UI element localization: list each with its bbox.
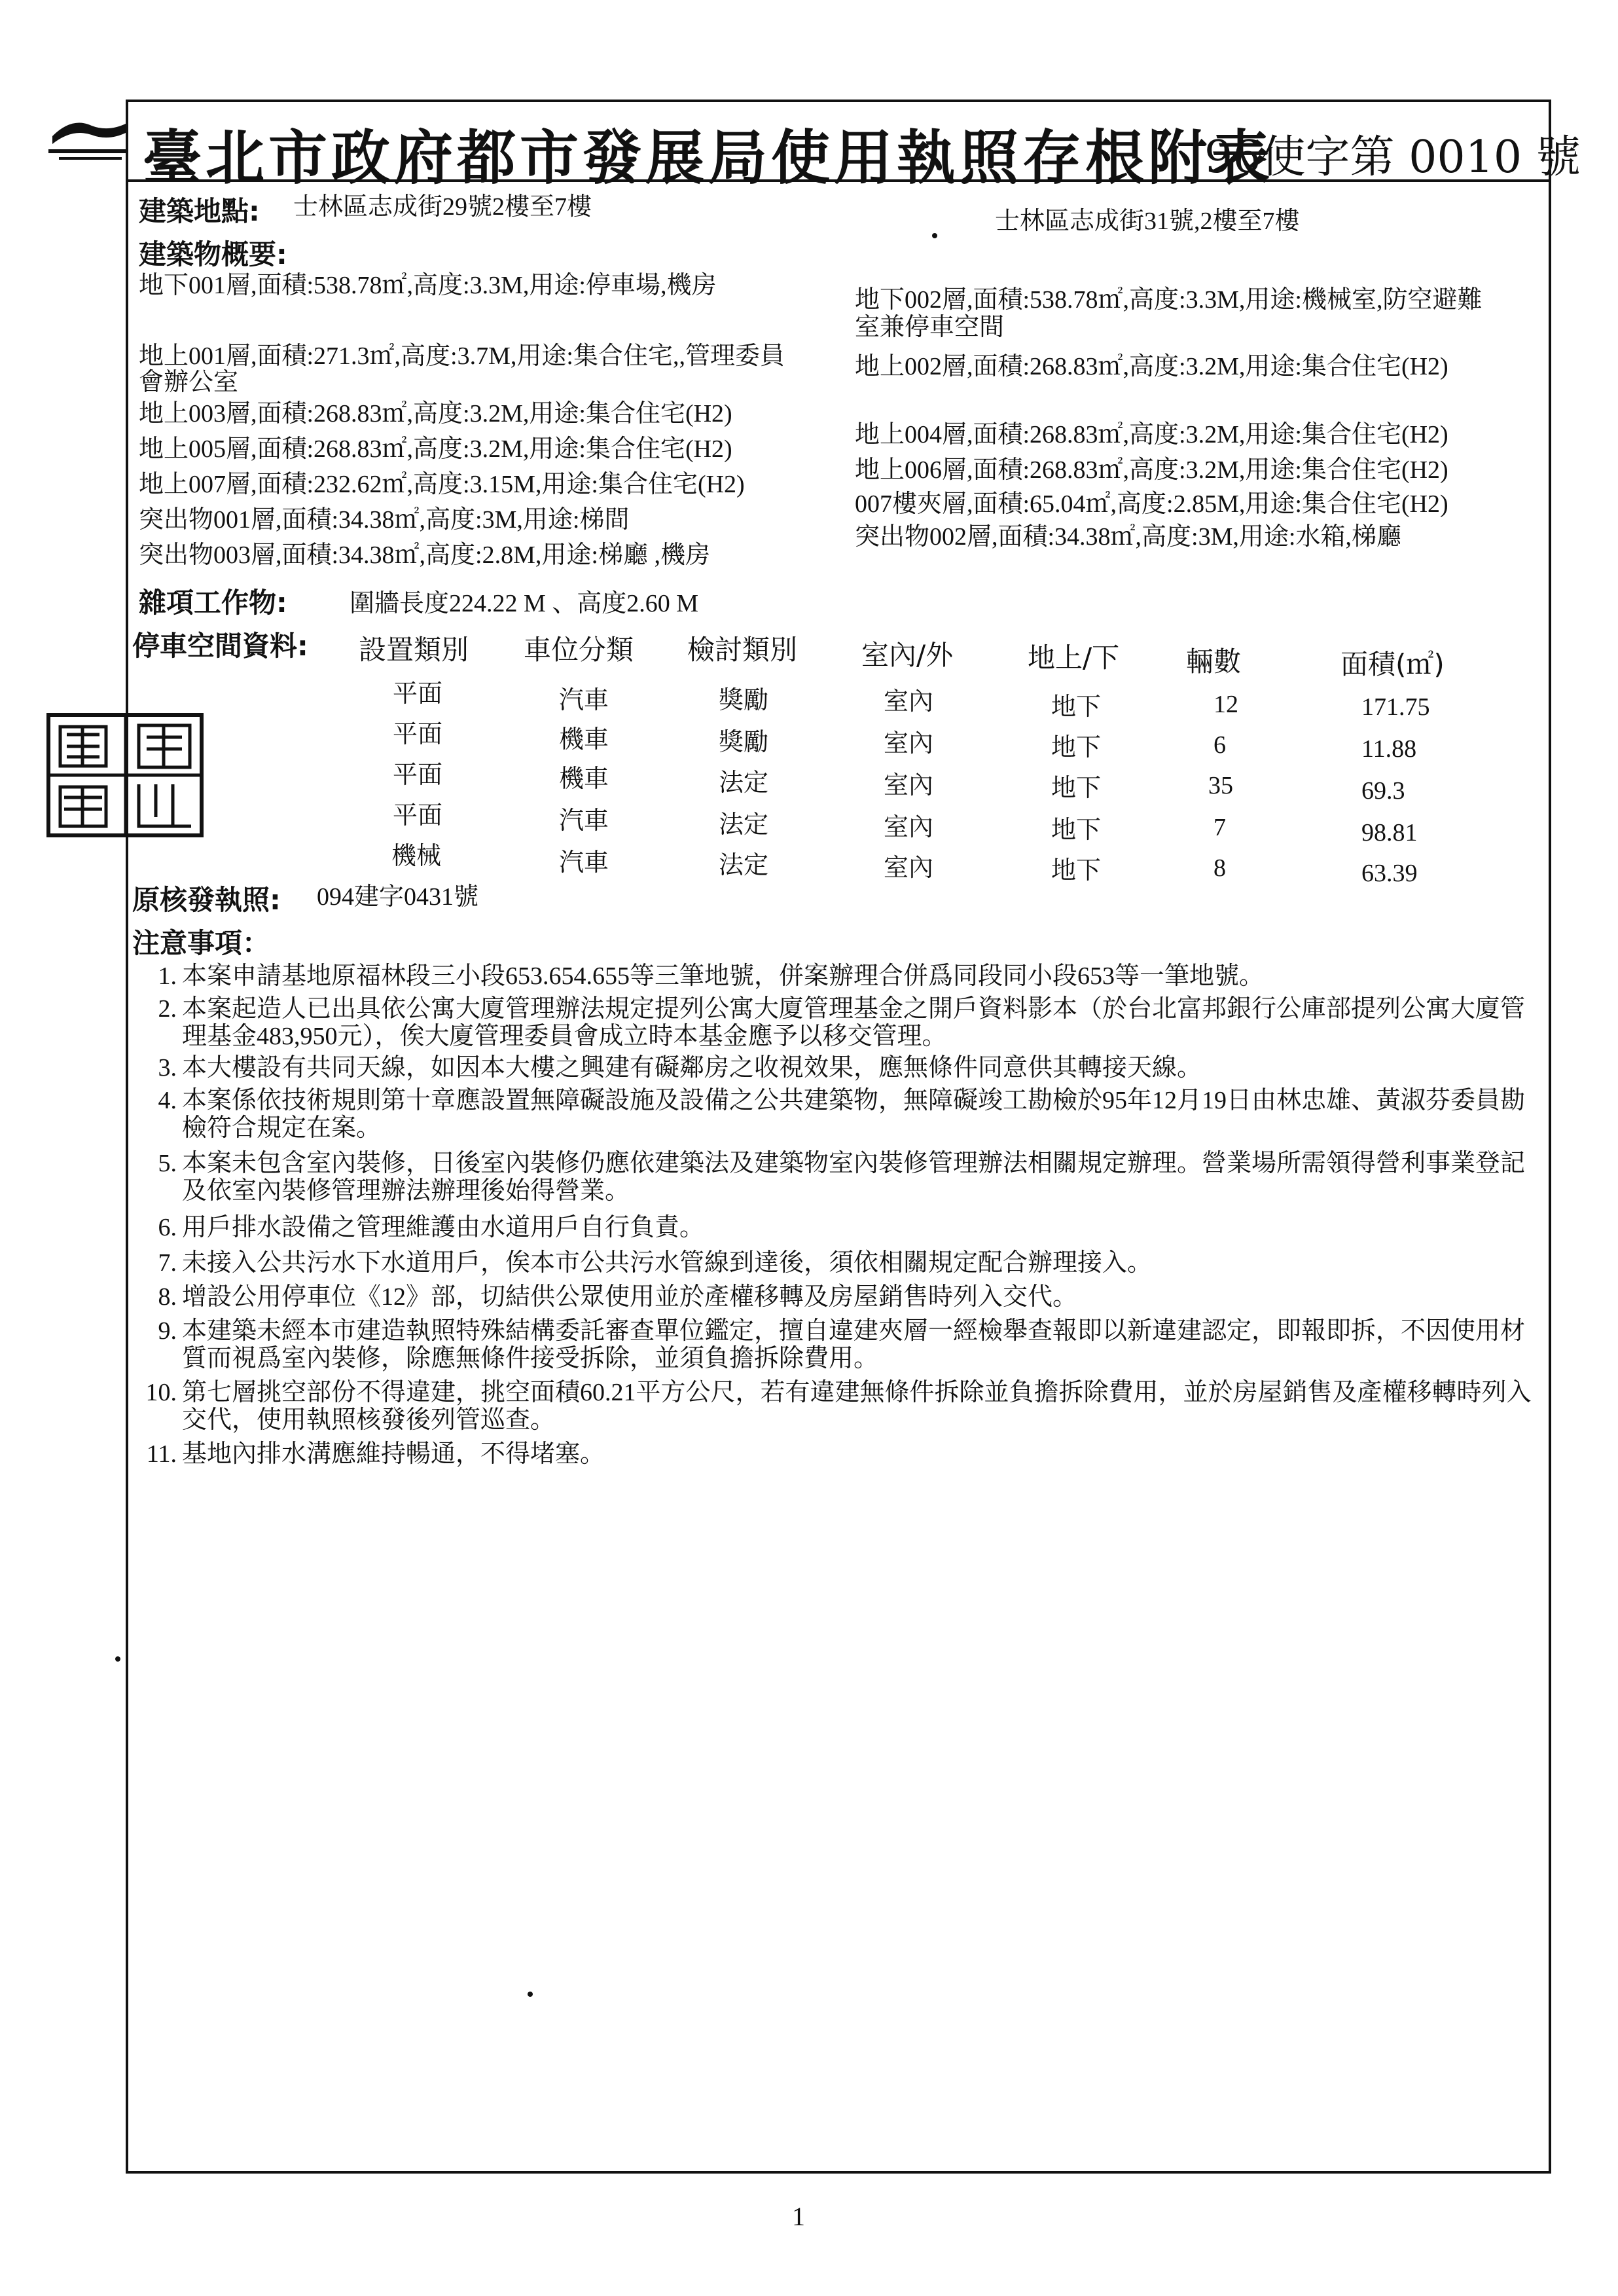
site-address-2: 士林區志成街31號,2樓至7樓 — [995, 208, 1300, 235]
parking-cell: 平面 — [393, 721, 443, 748]
note-item: 4. 本案係依技術規則第十章應設置無障礙設施及設備之公共建築物，無障礙竣工勘檢於95年12月19日由林忠雄、黃淑芬委員勘檢符合規定在案。 — [158, 1087, 1526, 1142]
overview-left-line: 地上007層,面積:232.62㎡,高度:3.15M,用途:集合住宅(H2) — [139, 471, 745, 498]
note-item: 1. 本案申請基地原福林段三小段653.654.655等三筆地號，併案辦理合併爲同段同小段653等一筆地號。 — [158, 962, 1265, 990]
original-license-label: 原核發執照: — [132, 884, 281, 916]
parking-cell: 地下 — [1051, 693, 1102, 721]
overview-left-line: 地上003層,面積:268.83㎡,高度:3.2M,用途:集合住宅(H2) — [139, 400, 732, 428]
note-item: 7. 未接入公共污水下水道用戶，俟本市公共污水管線到達後，須依相關規定配合辦理接入。 — [158, 1249, 1153, 1277]
parking-cell: 12 — [1214, 691, 1238, 718]
parking-cell: 獎勵 — [719, 729, 769, 756]
parking-cell: 平面 — [393, 802, 443, 829]
note-item: 5. 本案未包含室內裝修，日後室內裝修仍應依建築法及建築物室內裝修管理辦法相關規定辦理。營業場所需領得營利事業登記及依室內裝修管理辦法辦理後始得營業。 — [158, 1150, 1526, 1205]
overview-left-line: 突出物003層,面積:34.38㎡,高度:2.8M,用途:梯廳 ,機房 — [139, 541, 710, 569]
overview-right-line: 室兼停車空間 — [855, 314, 1005, 341]
seal-stamp-icon — [45, 711, 206, 839]
note-item: 8. 增設公用停車位《12》部，切結供公眾使用並於產權移轉及房屋銷售時列入交代。 — [158, 1283, 1078, 1311]
parking-cell: 69.3 — [1361, 777, 1405, 805]
note-item: 3. 本大樓設有共同天線，如因本大樓之興建有礙鄰房之收視效果，應無條件同意供其轉接天線。 — [158, 1054, 1202, 1082]
page-number: 1 — [792, 2202, 805, 2231]
parking-header: 面積(㎡) — [1340, 648, 1445, 680]
note-item: 6. 用戶排水設備之管理維護由水道用戶自行負責。 — [158, 1214, 705, 1241]
parking-header: 車位分類 — [524, 634, 634, 666]
parking-header: 檢討類別 — [687, 634, 798, 666]
scan-speck — [528, 1992, 533, 1997]
parking-cell: 地下 — [1051, 734, 1102, 761]
parking-cell: 地下 — [1051, 774, 1102, 802]
parking-cell: 室內 — [884, 814, 934, 841]
parking-cell: 汽車 — [559, 849, 609, 877]
original-license-value: 094建字0431號 — [317, 883, 479, 911]
overview-right-line: 地下002層,面積:538.78㎡,高度:3.3M,用途:機械室,防空避難 — [855, 286, 1483, 314]
note-item: 11. 基地內排水溝應維持暢通，不得堵塞。 — [146, 1440, 605, 1468]
note-item: 10. 第七層挑空部份不得違建，挑空面積60.21平方公尺，若有違建無條件拆除並負擔拆除費用，並於房屋銷售及產權移轉時列入交代，使用執照核發後列管巡查。 — [145, 1379, 1532, 1434]
overview-right-line: 突出物002層,面積:34.38㎡,高度:3M,用途:水箱,梯廳 — [855, 523, 1401, 551]
parking-header: 地上/下 — [1028, 642, 1120, 674]
parking-cell: 機車 — [559, 726, 609, 754]
parking-cell: 汽車 — [559, 807, 609, 835]
parking-cell: 171.75 — [1361, 693, 1430, 721]
page-title: 臺北市政府都市發展局使用執照存根附表 — [143, 124, 1274, 192]
title-divider — [126, 179, 1551, 182]
overview-left-line: 地上001層,面積:271.3㎡,高度:3.7M,用途:集合住宅,,管理委員 — [139, 342, 785, 370]
scan-speck — [115, 1656, 120, 1662]
parking-cell: 法定 — [719, 811, 769, 839]
overview-right-line: 地上004層,面積:268.83㎡,高度:3.2M,用途:集合住宅(H2) — [855, 421, 1448, 448]
overview-right-line: 007樓夾層,面積:65.04㎡,高度:2.85M,用途:集合住宅(H2) — [855, 490, 1448, 518]
parking-cell: 35 — [1208, 772, 1233, 799]
parking-cell: 7 — [1214, 814, 1226, 841]
note-item: 9. 本建築未經本市建造執照特殊結構委託審查單位鑑定，擅自違建夾層一經檢舉查報即以新違建認定，即報即拆，不因使用材質而視爲室內裝修，除應無條件接受拆除，並須負擔拆除費用。 — [158, 1317, 1526, 1372]
site-label: 建築地點: — [139, 195, 260, 227]
parking-cell: 室內 — [884, 854, 934, 882]
parking-cell: 63.39 — [1361, 860, 1418, 887]
parking-cell: 機車 — [559, 765, 609, 793]
overview-right-line: 地上002層,面積:268.83㎡,高度:3.2M,用途:集合住宅(H2) — [855, 353, 1448, 380]
agency-logo-icon — [46, 110, 131, 164]
note-item: 2. 本案起造人已出具依公寓大廈管理辦法規定提列公寓大廈管理基金之開戶資料影本（於台北富邦銀行公庫部提列公寓大廈管理基金483,950元），俟大廈管理委員會成立時本基金應予以移交管理。 — [158, 995, 1526, 1050]
parking-cell: 機械 — [391, 843, 442, 870]
parking-header: 輛數 — [1186, 646, 1242, 678]
parking-cell: 汽車 — [559, 687, 609, 714]
scan-speck — [932, 233, 937, 238]
parking-cell: 室內 — [884, 772, 934, 799]
parking-cell: 平面 — [393, 680, 443, 708]
notes-label: 注意事項： — [132, 927, 270, 959]
parking-cell: 98.81 — [1361, 819, 1418, 847]
parking-cell: 獎勵 — [719, 687, 769, 714]
overview-label: 建築物概要: — [139, 238, 287, 270]
parking-cell: 室內 — [884, 688, 934, 716]
overview-left-line: 地下001層,面積:538.78㎡,高度:3.3M,用途:停車場,機房 — [139, 272, 717, 299]
parking-cell: 地下 — [1051, 857, 1102, 884]
parking-cell: 室內 — [884, 730, 934, 757]
parking-header: 設置類別 — [359, 634, 469, 666]
overview-right-line: 地上006層,面積:268.83㎡,高度:3.2M,用途:集合住宅(H2) — [855, 456, 1448, 484]
parking-cell: 11.88 — [1361, 735, 1417, 763]
parking-cell: 地下 — [1051, 816, 1102, 844]
parking-cell: 法定 — [719, 769, 769, 797]
overview-left-line: 突出物001層,面積:34.38㎡,高度:3M,用途:梯間 — [139, 506, 630, 534]
site-address-1: 士林區志成街29號2樓至7樓 — [293, 193, 592, 221]
overview-left-line: 會辦公室 — [139, 369, 239, 396]
overview-left-line: 地上005層,面積:268.83㎡,高度:3.2M,用途:集合住宅(H2) — [139, 435, 732, 463]
misc-works-label: 雜項工作物: — [139, 587, 287, 619]
parking-cell: 8 — [1214, 854, 1226, 882]
parking-cell: 法定 — [719, 852, 769, 879]
parking-cell: 平面 — [393, 761, 443, 789]
parking-label: 停車空間資料: — [132, 630, 308, 662]
parking-cell: 6 — [1214, 731, 1226, 759]
permit-number: 96使字第 0010 號 — [1204, 132, 1581, 183]
parking-header: 室內/外 — [861, 639, 954, 671]
misc-works-value: 圍牆長度224.22 M 、高度2.60 M — [350, 590, 699, 617]
